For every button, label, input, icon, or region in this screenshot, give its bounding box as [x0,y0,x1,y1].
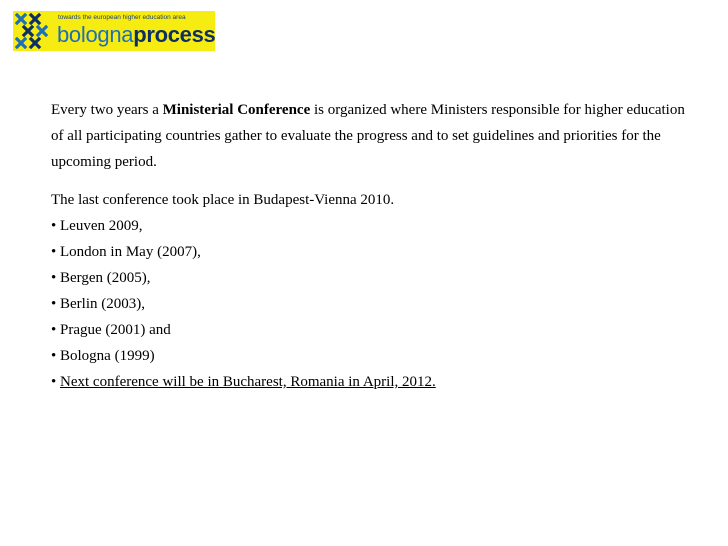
intro-paragraph [51,97,691,175]
conference-list [51,187,691,395]
intro-text-end: is organized where Ministers responsible for higher education of all participating countries gather to evaluate the progress and to set guidelines and priorities for the upcoming period. [51,102,685,170]
logo-word-process: process [133,22,216,47]
logo-crosses-icon [13,11,55,51]
list-item: • Prague (2001) and [51,322,171,338]
next-conference-link[interactable]: Next conference will be in Bucharest, Romania in April, 2012. [60,374,436,390]
slide-content [51,97,691,395]
list-item: • London in May (2007), [51,244,201,260]
logo-word-bologna: bologna [57,22,134,47]
list-item: • Berlin (2003), [51,296,145,312]
logo-wordmark [57,23,215,47]
ministerial-conference-term: Ministerial Conference [162,102,311,118]
bologna-process-logo [13,11,215,51]
list-item: • Leuven 2009, [51,218,143,234]
list-item: • Bologna (1999) [51,348,155,364]
next-conference-item [51,369,691,395]
logo-tagline: towards the european higher education area [58,14,186,21]
intro-text-start: Every two years a [51,102,163,118]
last-conference-line: The last conference took place in Budapest-Vienna 2010. [51,192,395,208]
list-item: • Bergen (2005), [51,270,151,286]
next-bullet: • [51,374,61,390]
